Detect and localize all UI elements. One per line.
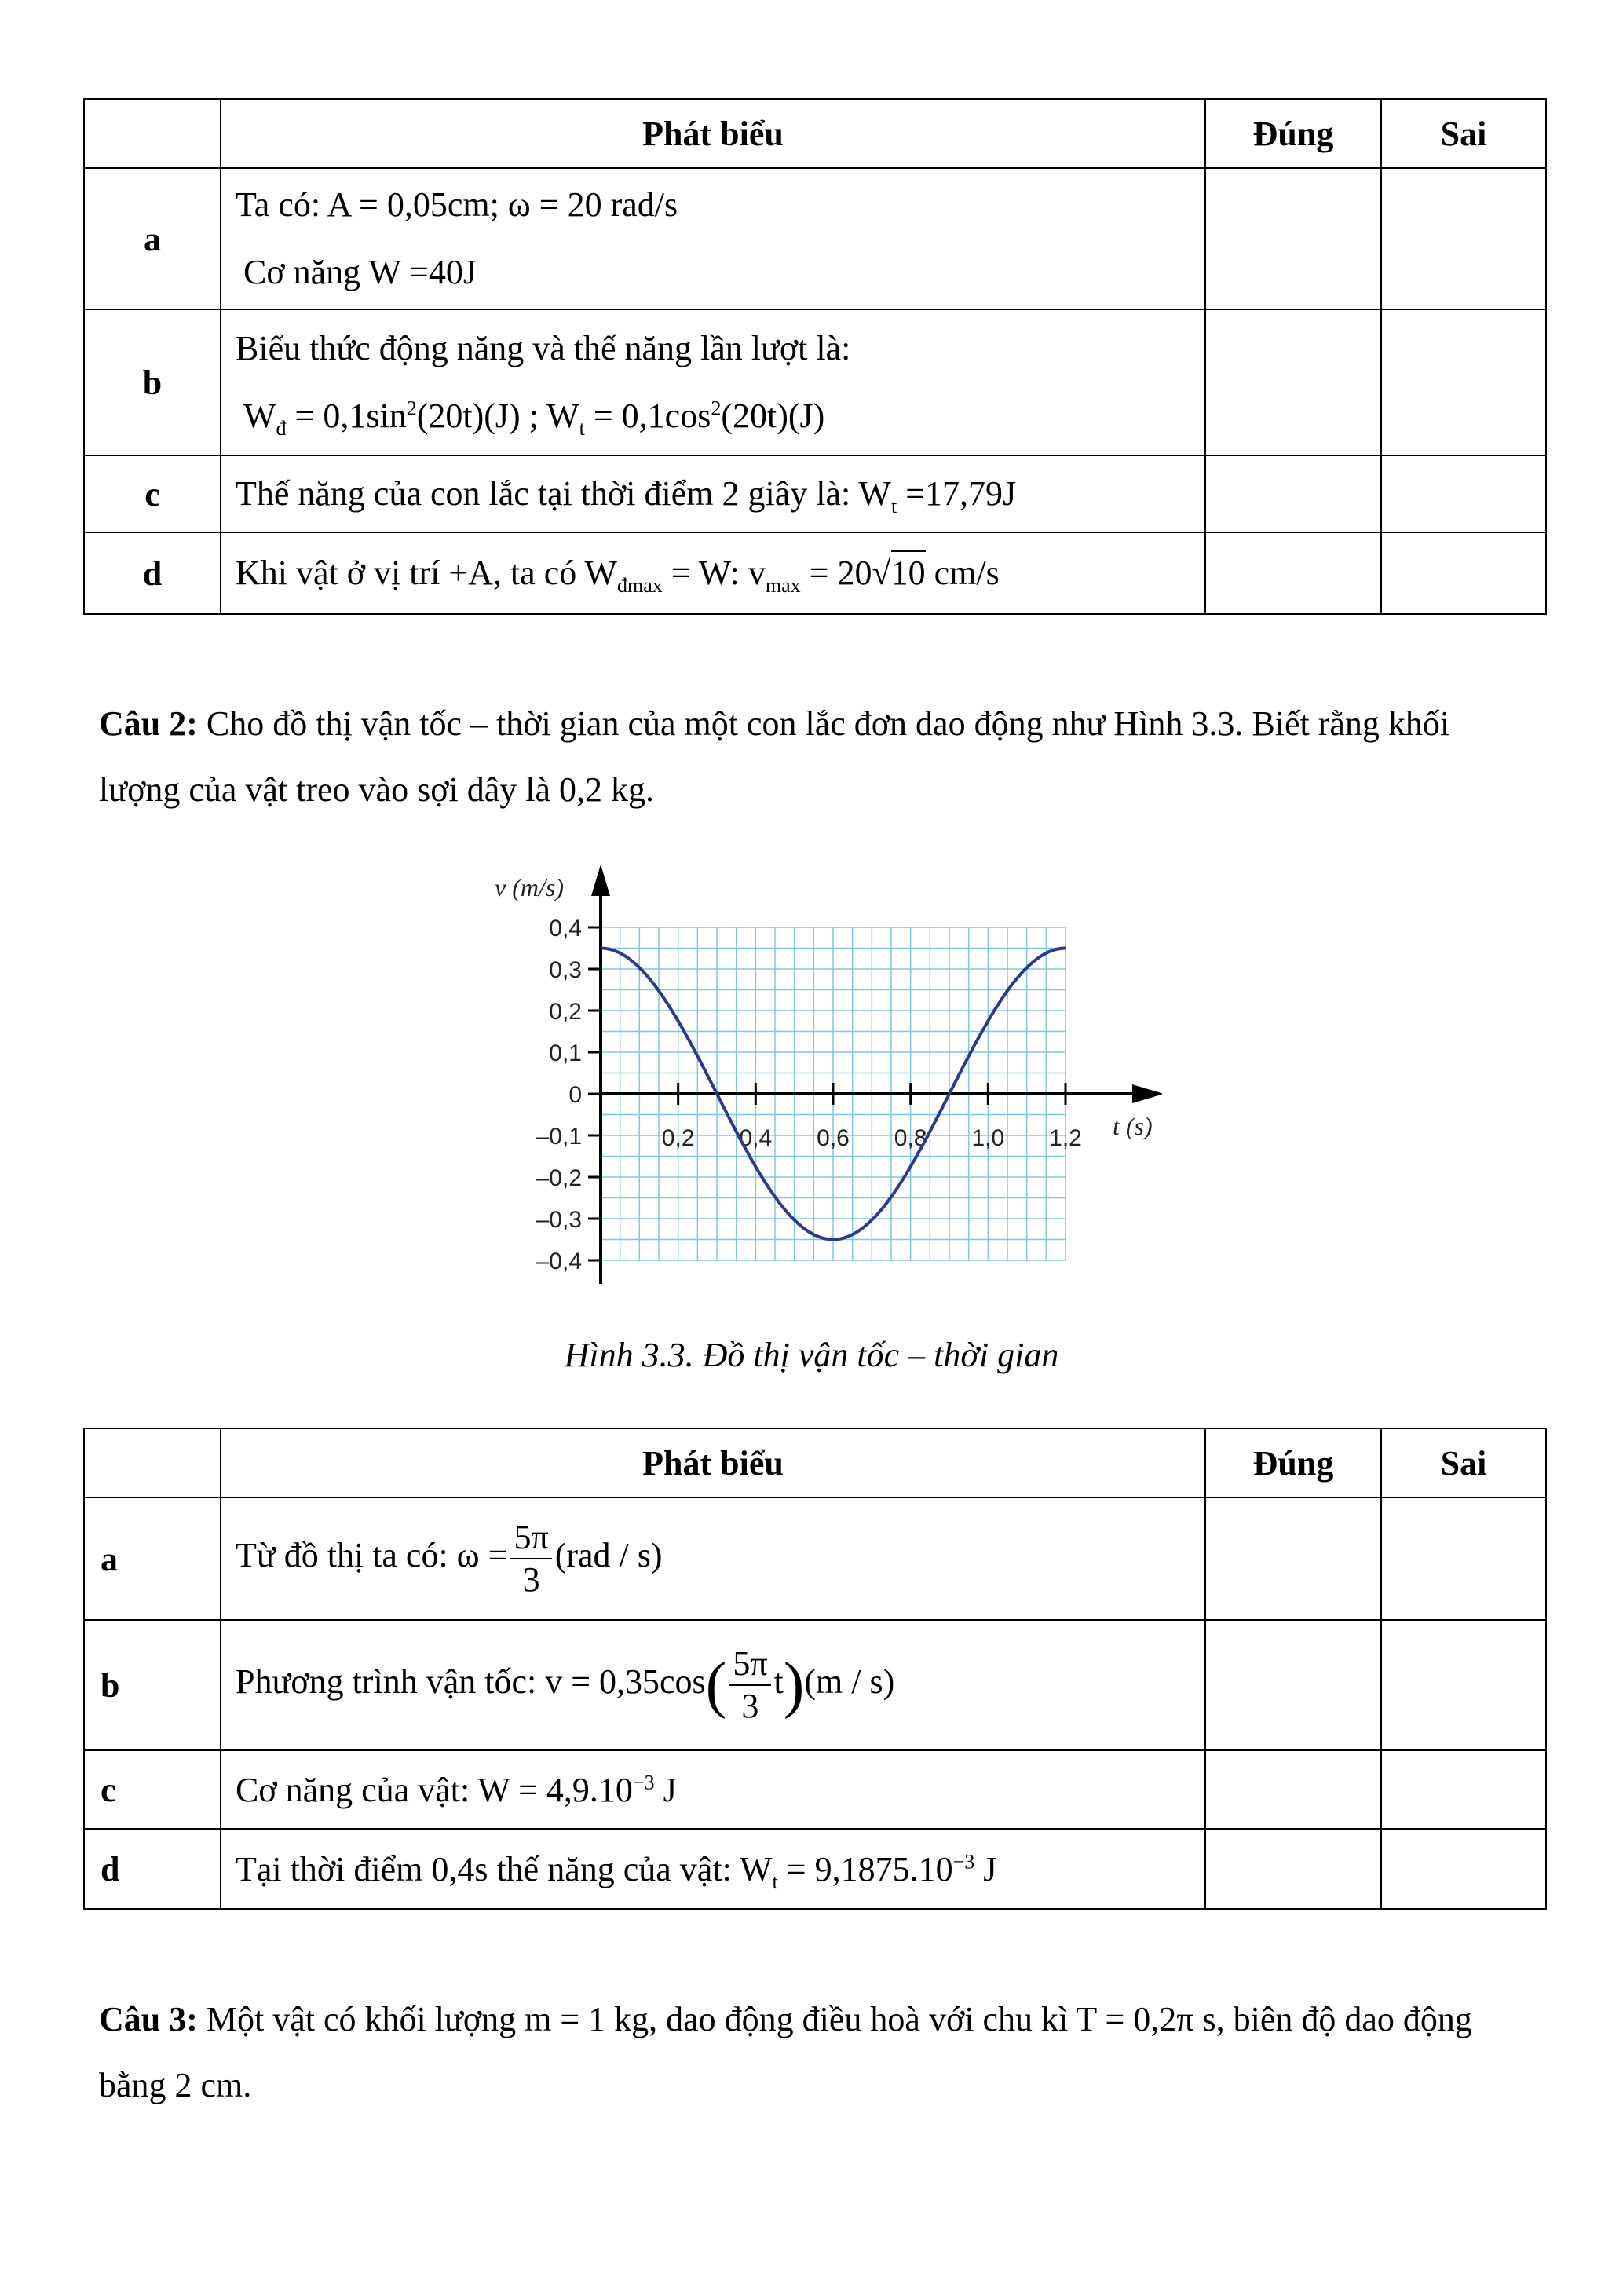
formula-sub: t xyxy=(579,416,585,440)
y-tick-label: 0,2 xyxy=(549,999,582,1025)
y-tick-label: 0,3 xyxy=(549,957,582,983)
row-label: a xyxy=(84,168,221,309)
x-tick-label: 0,4 xyxy=(739,1125,773,1151)
statement-cell xyxy=(221,455,1205,532)
formula-part: = 0,1cos xyxy=(584,397,711,435)
statement-cell xyxy=(221,1750,1205,1829)
formula-part: W xyxy=(243,397,276,435)
y-tick-label: –0,2 xyxy=(536,1165,582,1191)
true-answer-cell[interactable] xyxy=(1205,1829,1381,1909)
formula-part: = 9,1875.10 xyxy=(777,1849,953,1888)
statement-cell xyxy=(221,309,1205,455)
question-label: Câu 2: xyxy=(99,704,198,743)
false-answer-cell[interactable] xyxy=(1381,1829,1546,1909)
statement-text: Phương trình vận tốc: v = 0,35cos xyxy=(236,1662,706,1702)
y-axis-label: v (m/s) xyxy=(495,873,564,901)
formula-sup: 2 xyxy=(406,397,417,420)
formula-sub: đmax xyxy=(616,573,663,597)
true-answer-cell[interactable] xyxy=(1205,168,1381,309)
header-true: Đúng xyxy=(1205,99,1381,168)
question-2 xyxy=(99,691,1528,823)
formula-sub: t xyxy=(890,494,897,517)
fraction-denominator: 3 xyxy=(741,1687,759,1725)
formula-part: (rad / s) xyxy=(554,1536,663,1575)
fraction-denominator: 3 xyxy=(522,1560,540,1599)
formula-sub: max xyxy=(765,573,801,597)
y-tick-label: 0,4 xyxy=(549,916,582,941)
row-label: c xyxy=(84,455,221,532)
true-answer-cell[interactable] xyxy=(1205,1620,1381,1750)
y-tick-label: –0,4 xyxy=(536,1249,582,1274)
formula-part: t xyxy=(773,1662,784,1702)
fraction-numerator: 5π xyxy=(729,1647,770,1686)
statement-line: Cơ năng W =40J xyxy=(243,253,477,291)
formula-line xyxy=(236,460,1204,528)
x-tick-label: 1,2 xyxy=(1049,1125,1082,1151)
formula-sup: −3 xyxy=(632,1770,655,1793)
header-blank xyxy=(84,1428,221,1497)
true-answer-cell[interactable] xyxy=(1205,1497,1381,1620)
header-statement: Phát biểu xyxy=(221,1428,1205,1497)
left-paren: ( xyxy=(705,1651,727,1720)
header-true: Đúng xyxy=(1205,1428,1381,1497)
true-answer-cell[interactable] xyxy=(1205,309,1381,455)
table-row xyxy=(84,168,1546,309)
true-answer-cell[interactable] xyxy=(1205,455,1381,532)
table-header-row xyxy=(84,1428,1546,1497)
formula-sub: đ xyxy=(276,416,287,440)
table-row xyxy=(84,1829,1546,1909)
row-label: b xyxy=(84,309,221,455)
false-answer-cell[interactable] xyxy=(1381,455,1546,532)
question-text: Một vật có khối lượng m = 1 kg, dao động điều hoà với chu kì T = 0,2π s, biên độ dao động bằng 2 cm. xyxy=(99,2000,1472,2104)
table-row xyxy=(84,1497,1546,1620)
statement-table-2 xyxy=(83,1428,1547,1910)
fraction-numerator: 5π xyxy=(510,1520,551,1559)
row-label: a xyxy=(84,1497,221,1620)
table-header-row xyxy=(84,99,1546,168)
x-tick-label: 1,0 xyxy=(971,1125,1005,1151)
formula-part: J xyxy=(974,1849,997,1888)
question-text: Cho đồ thị vận tốc – thời gian của một con lắc đơn dao động như Hình 3.3. Biết rằng khối lượng của vật treo vào sợi dây là 0,2 kg. xyxy=(99,704,1450,809)
x-axis-label: t (s) xyxy=(1113,1112,1153,1140)
formula-part: (m / s) xyxy=(804,1662,895,1702)
formula-sup: −3 xyxy=(952,1849,975,1873)
x-axis-arrow xyxy=(1132,1084,1162,1103)
table-row xyxy=(84,455,1546,532)
y-tick-label: 0,1 xyxy=(549,1040,582,1066)
y-tick-label: –0,3 xyxy=(536,1207,582,1233)
statement-text: Thế năng của con lắc tại thời điểm 2 giây là: xyxy=(236,474,859,513)
figure-caption: Hình 3.3. Đồ thị vận tốc – thời gian xyxy=(564,1336,1059,1374)
formula-part: W xyxy=(858,474,891,513)
header-false: Sai xyxy=(1381,1428,1546,1497)
formula-part: (20t)(J) xyxy=(721,397,825,435)
row-label: b xyxy=(84,1620,221,1750)
x-tick-label: 0,6 xyxy=(817,1125,850,1151)
sqrt-sign: √ xyxy=(872,554,891,592)
true-answer-cell[interactable] xyxy=(1205,1750,1381,1829)
row-label: d xyxy=(84,1829,221,1909)
formula-part: = 20 xyxy=(800,554,872,592)
sqrt-argument: 10 xyxy=(891,550,926,592)
table-row xyxy=(84,1750,1546,1829)
statement-cell xyxy=(221,168,1205,309)
formula-part: W xyxy=(546,397,579,435)
statement-table-1 xyxy=(83,98,1547,615)
table-row xyxy=(84,309,1546,455)
y-tick-label: 0 xyxy=(568,1082,582,1108)
right-paren: ) xyxy=(783,1651,805,1720)
fraction xyxy=(510,1520,551,1597)
false-answer-cell[interactable] xyxy=(1381,168,1546,309)
statement-cell xyxy=(221,1829,1205,1909)
formula-sub: t xyxy=(772,1870,778,1893)
question-3 xyxy=(99,1987,1528,2119)
formula-part: (20t)(J) ; xyxy=(416,397,547,435)
statement-line: Biểu thức động năng và thế năng lần lượt là: xyxy=(236,329,851,367)
false-answer-cell[interactable] xyxy=(1381,1620,1546,1750)
statement-cell xyxy=(221,532,1205,614)
true-answer-cell[interactable] xyxy=(1205,532,1381,614)
statement-text: Khi vật ở vị trí +A, ta có W xyxy=(236,554,617,592)
y-axis-arrow xyxy=(591,865,610,896)
formula-line xyxy=(236,539,1204,607)
false-answer-cell[interactable] xyxy=(1381,309,1546,455)
false-answer-cell[interactable] xyxy=(1381,1497,1546,1620)
statement-text: Tại thời điểm 0,4s thế năng của vật: W xyxy=(236,1849,773,1888)
header-statement: Phát biểu xyxy=(221,99,1205,168)
formula-line xyxy=(236,382,1204,450)
statement-cell xyxy=(221,1497,1205,1620)
false-answer-cell[interactable] xyxy=(1381,532,1546,614)
formula-part: cm/s xyxy=(925,554,1000,592)
table-row xyxy=(84,1620,1546,1750)
statement-text: Cơ năng của vật: W = 4,9.10 xyxy=(236,1770,633,1809)
statement-line: Ta có: A = 0,05cm; ω = 20 rad/s xyxy=(236,185,678,224)
header-false: Sai xyxy=(1381,99,1546,168)
formula-part: = 0,1sin xyxy=(286,397,407,435)
statement-cell xyxy=(221,1620,1205,1750)
y-tick-label: –0,1 xyxy=(536,1124,582,1150)
row-label: d xyxy=(84,532,221,614)
formula-part: J xyxy=(654,1770,677,1809)
formula-sup: 2 xyxy=(711,397,722,420)
row-label: c xyxy=(84,1750,221,1829)
x-tick-label: 0,8 xyxy=(894,1125,927,1151)
table-row xyxy=(84,532,1546,614)
fraction xyxy=(729,1644,770,1725)
velocity-time-chart xyxy=(440,848,1162,1288)
header-blank xyxy=(84,99,221,168)
statement-text: Từ đồ thị ta có: ω = xyxy=(236,1536,508,1575)
question-label: Câu 3: xyxy=(99,2000,198,2038)
formula-part: = W: v xyxy=(662,554,766,592)
x-tick-label: 0,2 xyxy=(661,1125,695,1151)
false-answer-cell[interactable] xyxy=(1381,1750,1546,1829)
formula-part: =17,79J xyxy=(897,474,1017,513)
